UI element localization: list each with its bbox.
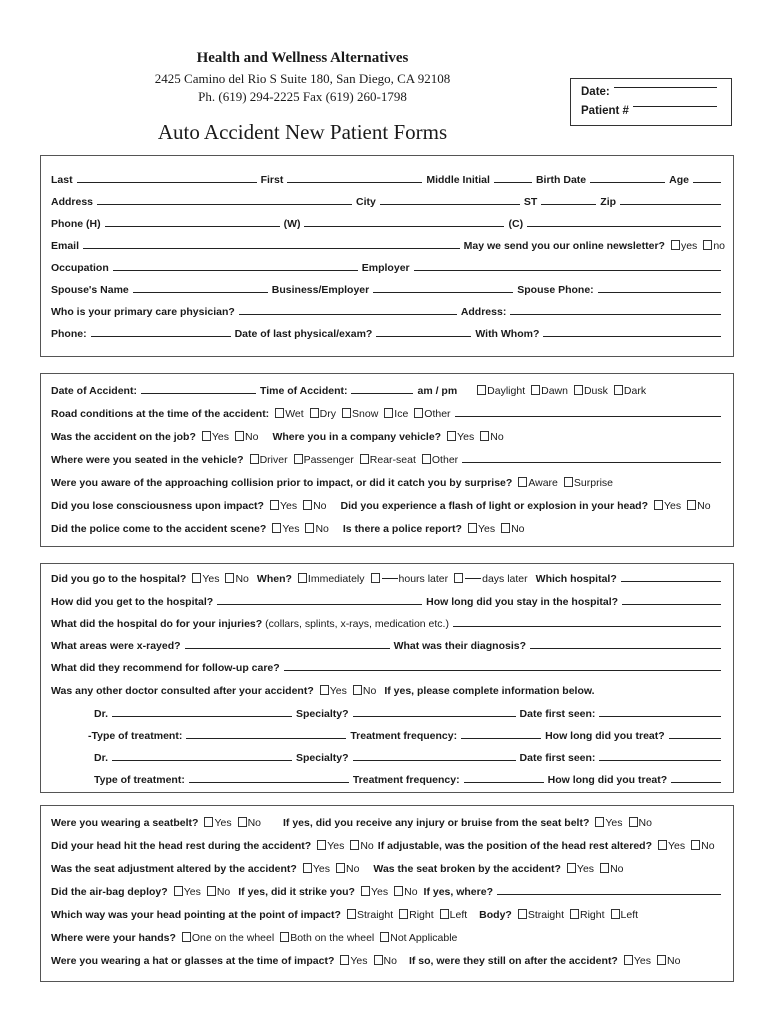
occupation-label: Occupation <box>51 262 109 274</box>
treatment-type2-label: Type of treatment: <box>94 774 185 786</box>
doctor1-label: Dr. <box>94 708 109 720</box>
head-straight-label: Straight <box>356 909 394 921</box>
hospital-section <box>40 563 734 793</box>
daylight-checkbox[interactable] <box>477 385 486 395</box>
last-physical-label: Date of last physical/exam? <box>234 328 373 340</box>
date-patient-box <box>570 78 732 126</box>
accident-date-field[interactable] <box>141 392 256 394</box>
still-on-no-label: No <box>667 955 681 967</box>
treatment-type1-field[interactable] <box>186 737 346 739</box>
other-doctor-yes-checkbox[interactable] <box>320 685 329 695</box>
birth-date-field[interactable] <box>590 181 665 183</box>
hospital-yes-label: Yes <box>202 573 220 585</box>
middle-initial-field[interactable] <box>494 181 532 183</box>
headrest-adjust-yes-label: Yes <box>668 840 686 852</box>
consciousness-question: Did you lose consciousness upon impact? <box>51 500 264 512</box>
airbag-where-field[interactable] <box>497 893 721 895</box>
specialty2-label: Specialty? <box>296 752 349 764</box>
rear-seat-label: Rear-seat <box>369 454 416 466</box>
wet-label: Wet <box>285 408 304 420</box>
hospital-yes-checkbox[interactable] <box>192 573 201 583</box>
consciousness-no-checkbox[interactable] <box>303 500 312 510</box>
seatbelt-no-label: No <box>247 817 262 829</box>
address-field[interactable] <box>97 203 352 205</box>
daylight-label: Daylight <box>487 385 526 397</box>
airbag-strike-no-label: No <box>404 886 418 898</box>
police-report-yes-label: Yes <box>477 523 496 535</box>
newsletter-question: May we send you our online newsletter? <box>463 240 665 252</box>
ice-checkbox[interactable] <box>384 408 393 418</box>
seat-adjust-no-checkbox[interactable] <box>336 863 345 873</box>
hospital-question: Did you go to the hospital? <box>51 573 187 585</box>
surprise-label: Surprise <box>573 477 613 489</box>
police-no-label: No <box>315 523 329 535</box>
aware-checkbox[interactable] <box>518 477 527 487</box>
other-doctor-no-checkbox[interactable] <box>353 685 362 695</box>
hat-glasses-yes-label: Yes <box>350 955 368 967</box>
follow-up-field[interactable] <box>284 669 721 671</box>
date-first1-field[interactable] <box>599 715 721 717</box>
headrest-adjust-no-label: No <box>701 840 715 852</box>
head-left-label: Left <box>449 909 468 921</box>
which-hospital-field[interactable] <box>621 580 721 582</box>
seatbelt-yes-label: Yes <box>214 817 232 829</box>
clinic-phone: Ph. (619) 294-2225 Fax (619) 260-1798 <box>198 89 407 104</box>
on-job-yes-checkbox[interactable] <box>202 431 211 441</box>
on-job-question: Was the accident on the job? <box>51 431 196 443</box>
seat-broken-yes-label: Yes <box>576 863 595 875</box>
police-report-yes-checkbox[interactable] <box>468 523 477 533</box>
dark-checkbox[interactable] <box>614 385 623 395</box>
spouse-name-field[interactable] <box>133 291 268 293</box>
body-label: Body? <box>479 909 512 921</box>
body-left-checkbox[interactable] <box>611 909 620 919</box>
body-right-label: Right <box>580 909 605 921</box>
headrest-no-label: No <box>360 840 374 852</box>
seatbelt-no-checkbox[interactable] <box>238 817 247 827</box>
zip-field[interactable] <box>620 203 721 205</box>
dry-checkbox[interactable] <box>310 408 319 418</box>
seatbelt-injury-yes-label: Yes <box>605 817 623 829</box>
road-other-field[interactable] <box>455 415 721 417</box>
head-right-checkbox[interactable] <box>399 909 408 919</box>
zip-label: Zip <box>600 196 617 208</box>
pcp-address-label: Address: <box>460 306 507 318</box>
airbag-no-checkbox[interactable] <box>207 886 216 896</box>
age-label: Age <box>669 174 689 186</box>
seat-adjust-question: Was the seat adjustment altered by the accident? <box>51 863 297 875</box>
seat-broken-question: Was the seat broken by the accident? <box>373 863 561 875</box>
days-later-checkbox[interactable] <box>454 573 463 583</box>
company-vehicle-question: Where you in a company vehicle? <box>272 431 442 443</box>
patient-info-section <box>40 155 734 357</box>
both-wheel-checkbox[interactable] <box>280 932 289 942</box>
hat-glasses-no-label: No <box>383 955 397 967</box>
occupation-field[interactable] <box>113 269 358 271</box>
seat-broken-no-checkbox[interactable] <box>600 863 609 873</box>
state-label: ST <box>523 196 538 208</box>
airbag-question: Did the air-bag deploy? <box>51 886 168 898</box>
seatbelt-injury-yes-checkbox[interactable] <box>595 817 604 827</box>
one-wheel-label: One on the wheel <box>191 932 275 944</box>
doctor2-label: Dr. <box>94 752 109 764</box>
still-on-no-checkbox[interactable] <box>657 955 666 965</box>
accident-time-field[interactable] <box>351 392 413 394</box>
middle-initial-label: Middle Initial <box>426 174 490 186</box>
email-field[interactable] <box>83 247 460 249</box>
when-label: When? <box>256 573 292 585</box>
rear-seat-checkbox[interactable] <box>360 454 369 464</box>
treatment-type1-label: -Type of treatment: <box>88 730 183 742</box>
hours-later-label: hours later <box>398 573 449 585</box>
snow-checkbox[interactable] <box>342 408 351 418</box>
company-vehicle-no-label: No <box>490 431 504 443</box>
one-wheel-checkbox[interactable] <box>182 932 191 942</box>
work-phone-label: (W) <box>283 218 301 230</box>
home-phone-field[interactable] <box>105 225 280 227</box>
business-employer-field[interactable] <box>373 291 513 293</box>
hands-question: Where were your hands? <box>51 932 176 944</box>
road-conditions-label: Road conditions at the time of the accident: <box>51 408 270 420</box>
frequency2-label: Treatment frequency: <box>352 774 460 786</box>
frequency1-label: Treatment frequency: <box>350 730 458 742</box>
last-physical-field[interactable] <box>376 335 471 337</box>
headrest-adjust-question: If adjustable, was the position of the head rest altered? <box>377 840 652 852</box>
on-job-no-checkbox[interactable] <box>235 431 244 441</box>
hospital-no-checkbox[interactable] <box>225 573 234 583</box>
newsletter-yes-checkbox[interactable] <box>671 240 680 250</box>
diagnosis-field[interactable] <box>530 647 721 649</box>
cell-phone-field[interactable] <box>527 225 721 227</box>
am-pm-label[interactable]: am / pm <box>417 385 458 397</box>
snow-label: Snow <box>352 408 379 420</box>
flash-no-label: No <box>697 500 711 512</box>
dusk-label: Dusk <box>583 385 608 397</box>
not-applicable-label: Not Applicable <box>390 932 458 944</box>
specialty1-field[interactable] <box>353 715 516 717</box>
seat-other-field[interactable] <box>462 461 721 463</box>
aware-question: Were you aware of the approaching collision prior to impact, or did it catch you by surprise? <box>51 477 513 489</box>
treat-long2-field[interactable] <box>671 781 721 783</box>
consciousness-yes-checkbox[interactable] <box>270 500 279 510</box>
seatbelt-injury-no-label: No <box>638 817 652 829</box>
spouse-name-label: Spouse's Name <box>51 284 129 296</box>
flash-yes-label: Yes <box>664 500 682 512</box>
dawn-checkbox[interactable] <box>531 385 540 395</box>
still-on-yes-checkbox[interactable] <box>624 955 633 965</box>
days-later-label: days later <box>482 573 528 585</box>
company-vehicle-yes-label: Yes <box>457 431 475 443</box>
newsletter-no-checkbox[interactable] <box>703 240 712 250</box>
pcp-phone-field[interactable] <box>91 335 231 337</box>
airbag-strike-question: If yes, did it strike you? <box>238 886 355 898</box>
treat-long1-label: How long did you treat? <box>545 730 665 742</box>
spouse-phone-label: Spouse Phone: <box>517 284 594 296</box>
headrest-yes-checkbox[interactable] <box>317 840 326 850</box>
body-straight-checkbox[interactable] <box>518 909 527 919</box>
with-whom-label: With Whom? <box>475 328 540 340</box>
seat-other-label: Other <box>431 454 459 466</box>
dusk-checkbox[interactable] <box>574 385 583 395</box>
date-first1-label: Date first seen: <box>519 708 596 720</box>
date-field[interactable] <box>614 86 717 88</box>
patient-number-label: Patient # <box>581 105 629 117</box>
head-right-label: Right <box>409 909 434 921</box>
head-straight-checkbox[interactable] <box>347 909 356 919</box>
frequency2-field[interactable] <box>464 781 544 783</box>
date-label: Date: <box>581 86 610 98</box>
cell-phone-label: (C) <box>508 218 524 230</box>
on-job-yes-label: Yes <box>211 431 230 443</box>
diagnosis-label: What was their diagnosis? <box>393 640 526 652</box>
seat-other-checkbox[interactable] <box>422 454 431 464</box>
how-get-label: How did you get to the hospital? <box>51 596 214 608</box>
headrest-no-checkbox[interactable] <box>350 840 359 850</box>
hospital-treatment-hint: (collars, splints, x-rays, medication etc.) <box>265 618 449 630</box>
patient-number-field[interactable] <box>633 105 717 107</box>
on-job-no-label: No <box>245 431 259 443</box>
immediately-checkbox[interactable] <box>298 573 307 583</box>
head-position-question: Which way was your head pointing at the point of impact? <box>51 909 341 921</box>
xrayed-label: What areas were x-rayed? <box>51 640 181 652</box>
flash-no-checkbox[interactable] <box>687 500 696 510</box>
first-name-field[interactable] <box>287 181 422 183</box>
body-straight-label: Straight <box>527 909 565 921</box>
surprise-checkbox[interactable] <box>564 477 573 487</box>
follow-up-label: What did they recommend for follow-up care? <box>51 662 280 674</box>
seat-broken-yes-checkbox[interactable] <box>567 863 576 873</box>
clinic-name: Health and Wellness Alternatives <box>196 50 409 66</box>
other-doctor-question: Was any other doctor consulted after your accident? <box>51 685 314 697</box>
which-hospital-label: Which hospital? <box>535 573 617 585</box>
hat-glasses-question: Were you wearing a hat or glasses at the time of impact? <box>51 955 335 967</box>
pcp-label: Who is your primary care physician? <box>51 306 235 318</box>
form-title: Auto Accident New Patient Forms <box>157 120 448 144</box>
police-yes-checkbox[interactable] <box>272 523 281 533</box>
impact-section <box>40 805 734 982</box>
body-left-label: Left <box>620 909 639 921</box>
seatbelt-injury-no-checkbox[interactable] <box>629 817 638 827</box>
not-applicable-checkbox[interactable] <box>380 932 389 942</box>
treat-long1-field[interactable] <box>669 737 721 739</box>
police-report-no-label: No <box>511 523 525 535</box>
headrest-question: Did your head hit the head rest during the accident? <box>51 840 312 852</box>
passenger-checkbox[interactable] <box>294 454 303 464</box>
work-phone-field[interactable] <box>304 225 504 227</box>
flash-yes-checkbox[interactable] <box>654 500 663 510</box>
driver-checkbox[interactable] <box>250 454 259 464</box>
accident-details-section <box>40 373 734 547</box>
head-left-checkbox[interactable] <box>440 909 449 919</box>
company-vehicle-yes-checkbox[interactable] <box>447 431 456 441</box>
stay-length-label: How long did you stay in the hospital? <box>426 596 619 608</box>
hospital-treatment-field[interactable] <box>453 625 721 627</box>
date-first2-label: Date first seen: <box>519 752 596 764</box>
other-doctor-no-label: No <box>362 685 377 697</box>
headrest-adjust-no-checkbox[interactable] <box>691 840 700 850</box>
city-label: City <box>356 196 376 208</box>
seated-question: Where were you seated in the vehicle? <box>51 454 244 466</box>
road-other-label: Other <box>424 408 451 420</box>
seat-broken-no-label: No <box>610 863 624 875</box>
seat-adjust-yes-label: Yes <box>312 863 330 875</box>
body-right-checkbox[interactable] <box>570 909 579 919</box>
wet-checkbox[interactable] <box>275 408 284 418</box>
employer-field[interactable] <box>414 269 721 271</box>
flash-question: Did you experience a flash of light or explosion in your head? <box>340 500 648 512</box>
doctor1-field[interactable] <box>112 715 292 717</box>
how-get-field[interactable] <box>217 603 422 605</box>
treatment-type2-field[interactable] <box>189 781 349 783</box>
hospital-treatment-label: What did the hospital do for your injuries? <box>51 618 263 630</box>
first-name-label: First <box>260 174 284 186</box>
still-on-question: If so, were they still on after the accident? <box>408 955 618 967</box>
still-on-yes-label: Yes <box>633 955 651 967</box>
police-question: Did the police come to the accident scene? <box>51 523 267 535</box>
newsletter-no-label: no <box>713 240 725 252</box>
last-name-field[interactable] <box>77 181 257 183</box>
both-wheel-label: Both on the wheel <box>290 932 375 944</box>
state-field[interactable] <box>541 203 596 205</box>
dawn-label: Dawn <box>541 385 568 397</box>
police-report-no-checkbox[interactable] <box>501 523 510 533</box>
seatbelt-question: Were you wearing a seatbelt? <box>51 817 199 829</box>
airbag-yes-checkbox[interactable] <box>174 886 183 896</box>
airbag-where-label: If yes, where? <box>423 886 493 898</box>
seatbelt-injury-question: If yes, did you receive any injury or bruise from the seat belt? <box>283 817 590 829</box>
spouse-phone-field[interactable] <box>598 291 721 293</box>
employer-label: Employer <box>361 262 410 274</box>
accident-date-label: Date of Accident: <box>51 385 137 397</box>
road-other-checkbox[interactable] <box>414 408 423 418</box>
hospital-no-label: No <box>235 573 249 585</box>
pcp-phone-label: Phone: <box>51 328 87 340</box>
airbag-strike-no-checkbox[interactable] <box>394 886 403 896</box>
company-vehicle-no-checkbox[interactable] <box>480 431 489 441</box>
driver-label: Driver <box>259 454 288 466</box>
police-report-question: Is there a police report? <box>342 523 462 535</box>
seat-adjust-yes-checkbox[interactable] <box>303 863 312 873</box>
headrest-adjust-yes-checkbox[interactable] <box>658 840 667 850</box>
age-field[interactable] <box>693 181 721 183</box>
ice-label: Ice <box>394 408 409 420</box>
seat-adjust-no-label: No <box>345 863 360 875</box>
xrayed-field[interactable] <box>185 647 390 649</box>
accident-time-label: Time of Accident: <box>259 385 348 397</box>
immediately-label: Immediately <box>307 573 365 585</box>
aware-label: Aware <box>528 477 558 489</box>
pcp-field[interactable] <box>239 313 457 315</box>
last-name-label: Last <box>51 174 73 186</box>
airbag-strike-yes-label: Yes <box>370 886 389 898</box>
seatbelt-yes-checkbox[interactable] <box>204 817 213 827</box>
email-label: Email <box>51 240 80 252</box>
business-employer-label: Business/Employer <box>271 284 370 296</box>
date-first2-field[interactable] <box>599 759 721 761</box>
if-yes-instruction: If yes, please complete information below. <box>384 685 595 697</box>
frequency1-field[interactable] <box>461 737 541 739</box>
consciousness-yes-label: Yes <box>279 500 298 512</box>
birth-date-label: Birth Date <box>535 174 587 186</box>
stay-length-field[interactable] <box>622 603 721 605</box>
headrest-yes-label: Yes <box>327 840 345 852</box>
passenger-label: Passenger <box>303 454 354 466</box>
address-label: Address <box>51 196 94 208</box>
airbag-no-label: No <box>216 886 231 898</box>
airbag-yes-label: Yes <box>183 886 201 898</box>
police-yes-label: Yes <box>282 523 300 535</box>
specialty2-field[interactable] <box>353 759 516 761</box>
pcp-address-field[interactable] <box>510 313 721 315</box>
other-doctor-yes-label: Yes <box>329 685 347 697</box>
city-field[interactable] <box>380 203 520 205</box>
hours-count-field[interactable] <box>382 577 398 579</box>
airbag-strike-yes-checkbox[interactable] <box>361 886 370 896</box>
hours-later-checkbox[interactable] <box>371 573 380 583</box>
treat-long2-label: How long did you treat? <box>547 774 668 786</box>
specialty1-label: Specialty? <box>296 708 349 720</box>
days-count-field[interactable] <box>465 577 481 579</box>
dry-label: Dry <box>319 408 337 420</box>
hat-glasses-no-checkbox[interactable] <box>374 955 383 965</box>
police-no-checkbox[interactable] <box>305 523 314 533</box>
hat-glasses-yes-checkbox[interactable] <box>340 955 349 965</box>
with-whom-field[interactable] <box>543 335 721 337</box>
newsletter-yes-label: yes <box>680 240 698 252</box>
doctor2-field[interactable] <box>112 759 292 761</box>
dark-label: Dark <box>623 385 647 397</box>
clinic-address: 2425 Camino del Rio S Suite 180, San Diego, CA 92108 <box>154 71 451 86</box>
consciousness-no-label: No <box>313 500 327 512</box>
home-phone-label: Phone (H) <box>51 218 101 230</box>
